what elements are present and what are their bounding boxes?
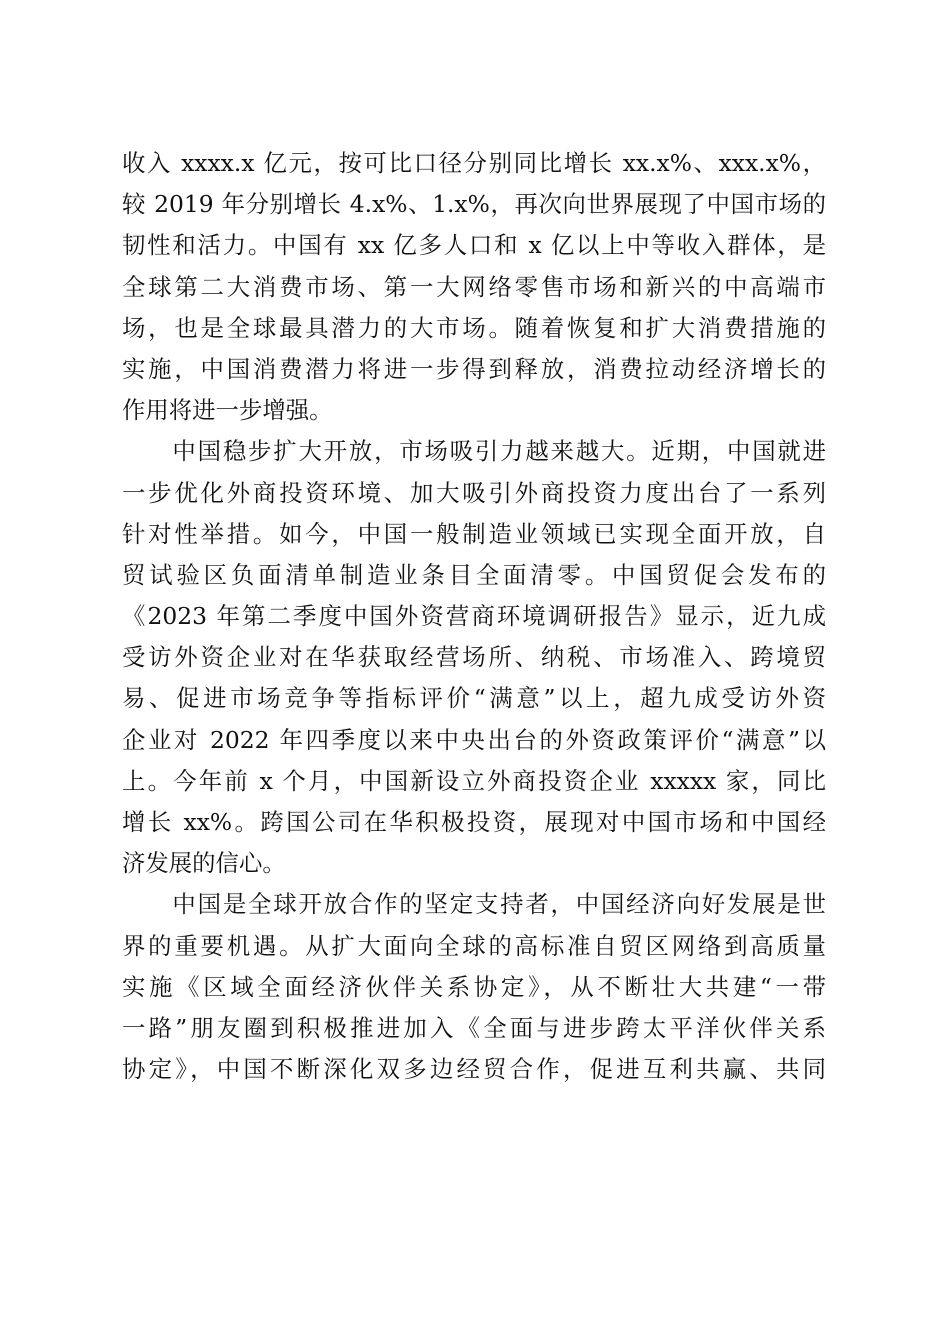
- body-text: [122, 143, 826, 1090]
- text-line: 作用将进一步增强。: [122, 396, 333, 425]
- text-line: 《2023 年第二季度中国外资营商环境调研报告》显示，近九成: [122, 602, 826, 631]
- text-line: 场，也是全球最具潜力的大市场。随着恢复和扩大消费措施的: [122, 313, 826, 342]
- text-line: 易、促进市场竞争等指标评价“满意”以上，超九成受访外资: [122, 684, 826, 713]
- text-line: 针对性举措。如今，中国一般制造业领域已实现全面开放，自: [122, 519, 826, 548]
- text-line: 增长 xx%。跨国公司在华积极投资，展现对中国市场和中国经: [122, 808, 826, 836]
- text-line: 中国稳步扩大开放，市场吸引力越来越大。近期，中国就进: [122, 437, 826, 466]
- text-line: 较 2019 年分别增长 4.x%、1.x%，再次向世界展现了中国市场的: [122, 190, 826, 219]
- text-line: 受访外资企业对在华获取经营场所、纳税、市场准入、跨境贸: [122, 643, 826, 672]
- text-line: 实施，中国消费潜力将进一步得到释放，消费拉动经济增长的: [122, 354, 826, 383]
- text-line: 上。今年前 x 个月，中国新设立外商投资企业 xxxxx 家，同比: [122, 766, 826, 795]
- text-line: 企业对 2022 年四季度以来中央出台的外资政策评价“满意”以: [122, 725, 826, 754]
- text-line: 韧性和活力。中国有 xx 亿多人口和 x 亿以上中等收入群体，是: [122, 231, 826, 260]
- text-line: 界的重要机遇。从扩大面向全球的高标准自贸区网络到高质量: [122, 931, 826, 960]
- text-line: 中国是全球开放合作的坚定支持者，中国经济向好发展是世: [122, 890, 826, 919]
- text-line: 收入 xxxx.x 亿元，按可比口径分别同比增长 xx.x%、xxx.x%，: [122, 149, 826, 177]
- text-line: 一路”朋友圈到积极推进加入《全面与进步跨太平洋伙伴关系: [122, 1013, 826, 1042]
- text-line: 全球第二大消费市场、第一大网络零售市场和新兴的中高端市: [122, 272, 826, 301]
- text-line: 实施《区域全面经济伙伴关系协定》，从不断壮大共建“一带: [122, 972, 826, 1001]
- text-line: 贸试验区负面清单制造业条目全面清零。中国贸促会发布的: [122, 560, 826, 589]
- text-line: 一步优化外商投资环境、加大吸引外商投资力度出台了一系列: [122, 478, 826, 507]
- text-line: 协定》，中国不断深化双多边经贸合作，促进互利共赢、共同: [122, 1055, 826, 1084]
- text-line: 济发展的信心。: [122, 849, 286, 878]
